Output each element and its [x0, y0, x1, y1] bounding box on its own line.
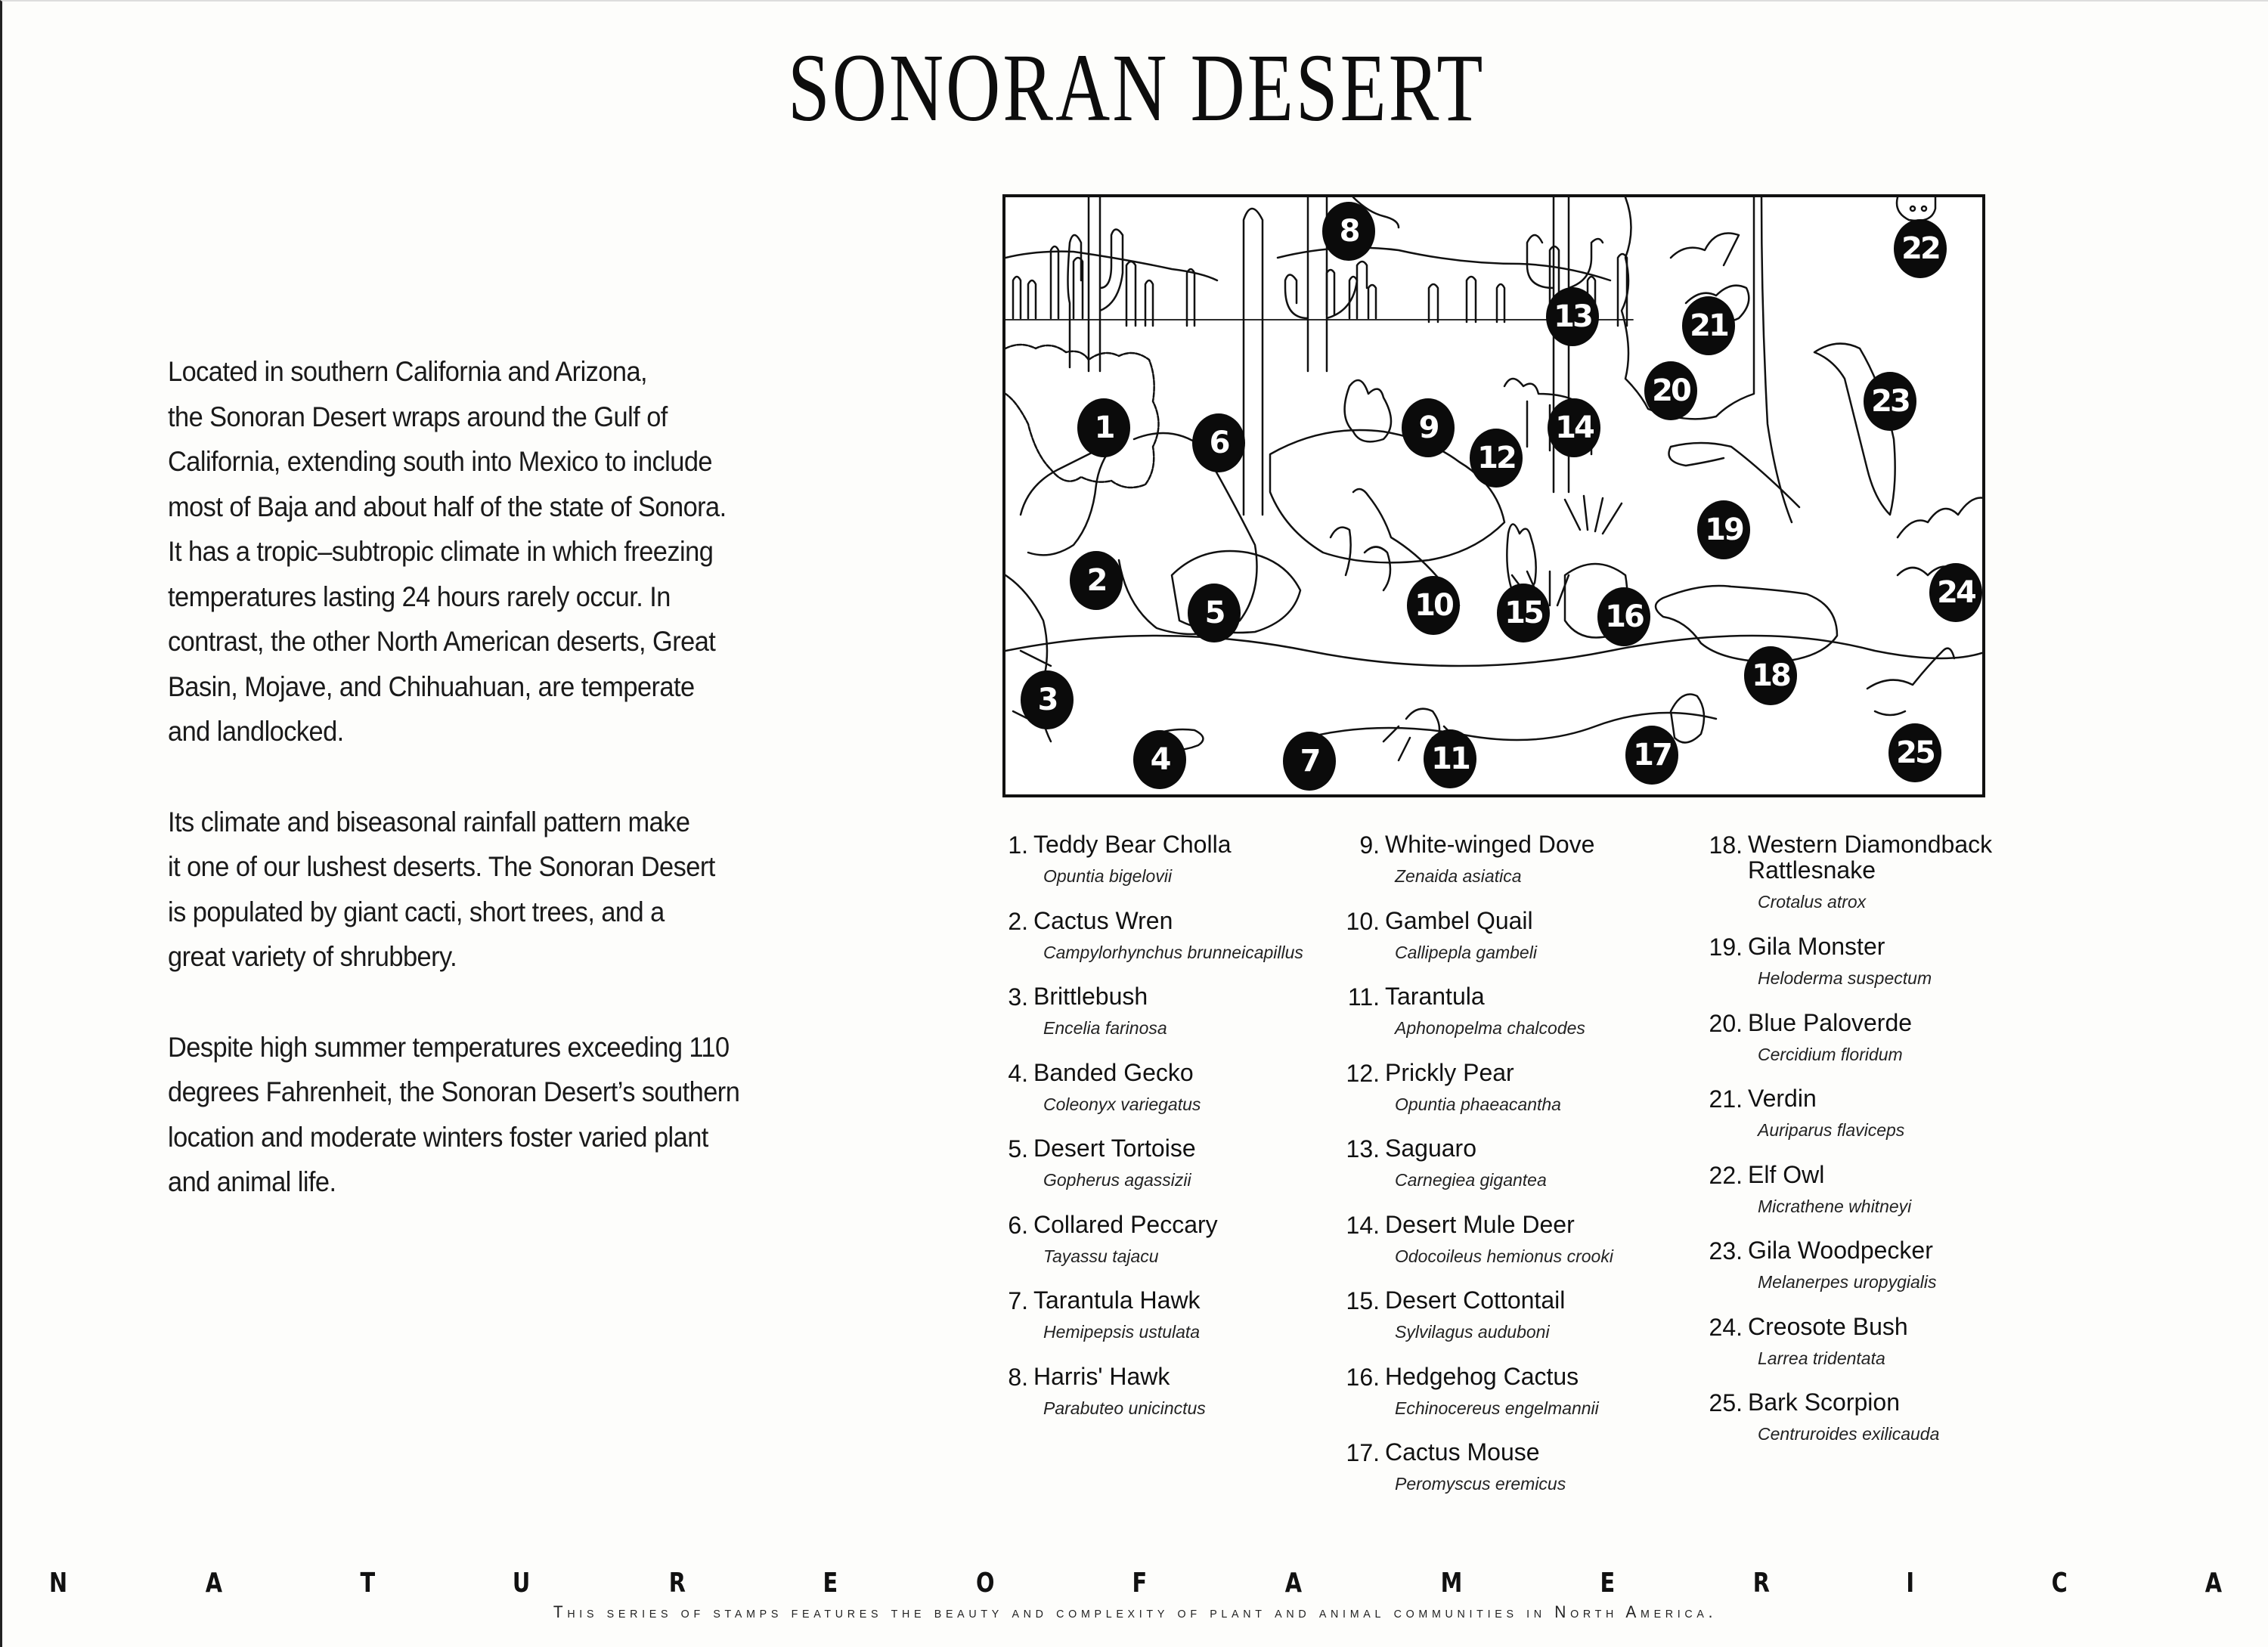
- legend-number: 4.: [1008, 1059, 1028, 1087]
- brand-letter: U: [513, 1568, 531, 1599]
- text-line: great variety of shrubbery.: [168, 941, 457, 972]
- text-line: California, extending south into Mexico to include: [168, 446, 713, 477]
- legend-number: 10.: [1346, 907, 1380, 935]
- marker-6[interactable]: 6: [1192, 413, 1245, 472]
- text-line: contrast, the other North American deserts, Great: [168, 626, 716, 657]
- scientific-name: Opuntia phaeacantha: [1395, 1094, 1561, 1114]
- scientific-name: Heloderma suspectum: [1758, 968, 1932, 988]
- ground-line: [1005, 636, 1985, 666]
- text-line: location and moderate winters foster varied plant: [168, 1121, 708, 1153]
- common-name: Elf Owl: [1748, 1160, 1825, 1188]
- scientific-name: Echinocereus engelmannii: [1395, 1398, 1599, 1418]
- legend-number: 20.: [1709, 1009, 1743, 1037]
- brand-letter: R: [1752, 1568, 1770, 1599]
- legend-number: 19.: [1709, 933, 1743, 961]
- elf-owl-eye: [1922, 206, 1926, 211]
- legend-number: 7.: [1008, 1287, 1028, 1314]
- gila-monster: [1669, 443, 1800, 507]
- text-line: and landlocked.: [168, 716, 344, 747]
- common-name-line-2: Rattlesnake: [1748, 856, 1876, 884]
- legend-number: 18.: [1709, 831, 1743, 859]
- text-line: it one of our lushest deserts. The Sonoran Desert: [168, 851, 715, 882]
- marker-1[interactable]: 1: [1077, 398, 1130, 457]
- text-line: Located in southern California and Arizona,: [168, 356, 648, 387]
- scientific-name: Opuntia bigelovii: [1043, 866, 1173, 886]
- common-name: Tarantula Hawk: [1033, 1286, 1201, 1314]
- common-name: Creosote Bush: [1748, 1312, 1908, 1340]
- legend-number: 15.: [1346, 1287, 1380, 1314]
- scientific-name: Callipepla gambeli: [1395, 942, 1537, 962]
- marker-14[interactable]: 14: [1548, 398, 1600, 457]
- brand-letter: I: [1906, 1568, 1915, 1599]
- marker-9[interactable]: 9: [1402, 398, 1455, 457]
- scientific-name: Peromyscus eremicus: [1395, 1474, 1566, 1494]
- common-name: Desert Cottontail: [1385, 1286, 1566, 1314]
- series-brand: [47, 1568, 2224, 1599]
- marker-8[interactable]: 8: [1322, 202, 1375, 261]
- brand-letter: E: [823, 1568, 838, 1599]
- text-line: Its climate and biseasonal rainfall pattern make: [168, 806, 690, 837]
- scientific-name: Odocoileus hemionus crooki: [1395, 1246, 1613, 1266]
- scientific-name: Coleonyx variegatus: [1043, 1094, 1201, 1114]
- legend-number: 24.: [1709, 1313, 1743, 1341]
- illustration-linework: [1005, 197, 1985, 797]
- common-name: Desert Mule Deer: [1385, 1210, 1575, 1238]
- common-name: Cactus Wren: [1033, 906, 1173, 934]
- marker-17[interactable]: 17: [1625, 726, 1678, 785]
- common-name: Banded Gecko: [1033, 1058, 1194, 1086]
- legend-number: 6.: [1008, 1211, 1028, 1239]
- series-tagline: This series of stamps features the beauty and complexity of plant and animal communities in North America.: [553, 1602, 1718, 1621]
- marker-19[interactable]: 19: [1697, 500, 1750, 559]
- common-name: Gambel Quail: [1385, 906, 1533, 934]
- elf-owl-eye: [1910, 206, 1915, 211]
- saguaro-large-left: [1068, 197, 1123, 371]
- common-name: Cactus Mouse: [1385, 1438, 1540, 1466]
- intro-paragraph-3: [168, 1025, 871, 1205]
- text-line: and animal life.: [168, 1166, 336, 1197]
- cactus-mouse: [1671, 695, 1704, 743]
- brand-letter: O: [975, 1568, 995, 1599]
- marker-25[interactable]: 25: [1888, 723, 1941, 782]
- legend-number: 21.: [1709, 1085, 1743, 1113]
- rattlesnake: [1656, 586, 1837, 662]
- scientific-name: Hemipepsis ustulata: [1043, 1322, 1201, 1342]
- common-name: Teddy Bear Cholla: [1033, 831, 1232, 858]
- legend-number: 13.: [1346, 1135, 1380, 1162]
- brand-letter: C: [2051, 1568, 2068, 1599]
- legend-number: 5.: [1008, 1135, 1028, 1162]
- common-name: Saguaro: [1385, 1135, 1476, 1162]
- scientific-name: Campylorhynchus brunneicapillus: [1043, 942, 1303, 962]
- common-name: Desert Tortoise: [1033, 1135, 1196, 1162]
- common-name: Prickly Pear: [1385, 1058, 1514, 1086]
- marker-24[interactable]: 24: [1929, 563, 1982, 622]
- text-line: temperatures lasting 24 hours rarely occur. In: [168, 580, 671, 612]
- brand-letter: F: [1132, 1568, 1148, 1599]
- common-name: Bark Scorpion: [1748, 1388, 1900, 1416]
- common-name: Gila Monster: [1748, 933, 1885, 960]
- scientific-name: Auriparus flaviceps: [1758, 1120, 1905, 1140]
- common-name: Blue Paloverde: [1748, 1008, 1913, 1036]
- scientific-name: Parabuteo unicinctus: [1043, 1398, 1206, 1418]
- brand-letter: A: [2204, 1568, 2223, 1599]
- brand-letter: E: [1600, 1568, 1616, 1599]
- brand-letter: N: [49, 1568, 68, 1599]
- page-title: SONORAN DESERT: [788, 34, 1486, 141]
- scientific-name: Cercidium floridum: [1758, 1044, 1903, 1064]
- legend-number: 17.: [1346, 1439, 1380, 1466]
- scientific-name: Larrea tridentata: [1758, 1348, 1885, 1368]
- legend-number: 3.: [1008, 983, 1028, 1011]
- marker-10[interactable]: 10: [1407, 576, 1460, 635]
- scientific-name: Gopherus agassizii: [1043, 1170, 1191, 1190]
- common-name: Collared Peccary: [1033, 1210, 1218, 1238]
- legend-number: 2.: [1008, 907, 1028, 935]
- legend-number: 22.: [1709, 1161, 1743, 1189]
- common-name: Verdin: [1748, 1085, 1817, 1112]
- scientific-name: Encelia farinosa: [1043, 1018, 1167, 1038]
- marker-5[interactable]: 5: [1188, 584, 1241, 642]
- brand-letter: A: [205, 1568, 223, 1599]
- intro-paragraph-1: [168, 349, 871, 754]
- common-name: Tarantula: [1385, 983, 1485, 1010]
- legend-number: 9.: [1359, 831, 1380, 859]
- desert-illustration: [1002, 194, 1985, 797]
- marker-16[interactable]: 16: [1597, 587, 1650, 646]
- legend-number: 14.: [1346, 1211, 1380, 1239]
- scientific-name: Crotalus atrox: [1758, 892, 1867, 912]
- creosote-bush: [1898, 498, 1985, 576]
- text-line: is populated by giant cacti, short trees, and a: [168, 896, 665, 927]
- text-line: degrees Fahrenheit, the Sonoran Desert’s southern: [168, 1076, 740, 1107]
- legend-number: 11.: [1347, 983, 1380, 1011]
- marker-20[interactable]: 20: [1644, 361, 1697, 420]
- marker-7[interactable]: 7: [1283, 732, 1336, 791]
- midground-rock: [1270, 430, 1504, 562]
- legend-number: 1.: [1008, 831, 1028, 859]
- scientific-name: Aphonopelma chalcodes: [1395, 1018, 1585, 1038]
- common-name: Gila Woodpecker: [1748, 1237, 1933, 1264]
- scientific-name: Zenaida asiatica: [1395, 866, 1522, 886]
- marker-13[interactable]: 13: [1546, 287, 1599, 346]
- saguaro-tall-center: [1244, 209, 1263, 515]
- marker-15[interactable]: 15: [1497, 584, 1550, 642]
- brand-letter: A: [1284, 1568, 1302, 1599]
- marker-3[interactable]: 3: [1021, 670, 1074, 729]
- text-line: most of Baja and about half of the state of Sonora.: [168, 491, 727, 522]
- tree-trunk: [1761, 197, 1792, 522]
- common-name: Brittlebush: [1033, 983, 1148, 1010]
- marker-22[interactable]: 22: [1894, 219, 1947, 278]
- scientific-name: Carnegiea gigantea: [1395, 1170, 1547, 1190]
- legend-number: 8.: [1008, 1363, 1028, 1391]
- common-name: Harris' Hawk: [1033, 1362, 1170, 1390]
- brand-letter: R: [668, 1568, 686, 1599]
- text-line: It has a tropic–subtropic climate in which freezing: [168, 536, 714, 567]
- marker-4[interactable]: 4: [1133, 730, 1186, 789]
- common-name: [1748, 831, 1992, 883]
- brand-letter: T: [360, 1568, 375, 1599]
- marker-11[interactable]: 11: [1424, 729, 1476, 788]
- common-name: Hedgehog Cactus: [1385, 1362, 1579, 1390]
- scientific-name: Sylvilagus auduboni: [1395, 1322, 1550, 1342]
- text-line: the Sonoran Desert wraps around the Gulf of: [168, 401, 668, 432]
- scientific-name: Micrathene whitneyi: [1758, 1196, 1912, 1216]
- text-line: Basin, Mojave, and Chihuahuan, are temperate: [168, 670, 695, 702]
- common-name-line-1: Western Diamondback: [1748, 831, 1993, 858]
- marker-21[interactable]: 21: [1682, 296, 1735, 355]
- legend-number: 12.: [1346, 1059, 1380, 1087]
- marker-2[interactable]: 2: [1070, 551, 1123, 610]
- scientific-name: Tayassu tajacu: [1043, 1246, 1159, 1266]
- marker-23[interactable]: 23: [1864, 372, 1916, 431]
- marker-12[interactable]: 12: [1470, 429, 1523, 488]
- scientific-name: Centruroides exilicauda: [1758, 1424, 1940, 1444]
- marker-18[interactable]: 18: [1744, 646, 1797, 705]
- elf-owl: [1897, 197, 1935, 221]
- common-name: White-winged Dove: [1385, 831, 1595, 858]
- legend-number: 25.: [1709, 1389, 1743, 1416]
- brand-letter: M: [1440, 1568, 1462, 1599]
- legend-number: 16.: [1346, 1363, 1380, 1391]
- legend-number: 23.: [1709, 1237, 1743, 1265]
- intro-text: [168, 349, 878, 1250]
- text-line: Despite high summer temperatures exceeding 110: [168, 1031, 730, 1063]
- intro-paragraph-2: [168, 800, 871, 980]
- scientific-name: Melanerpes uropygialis: [1758, 1272, 1937, 1292]
